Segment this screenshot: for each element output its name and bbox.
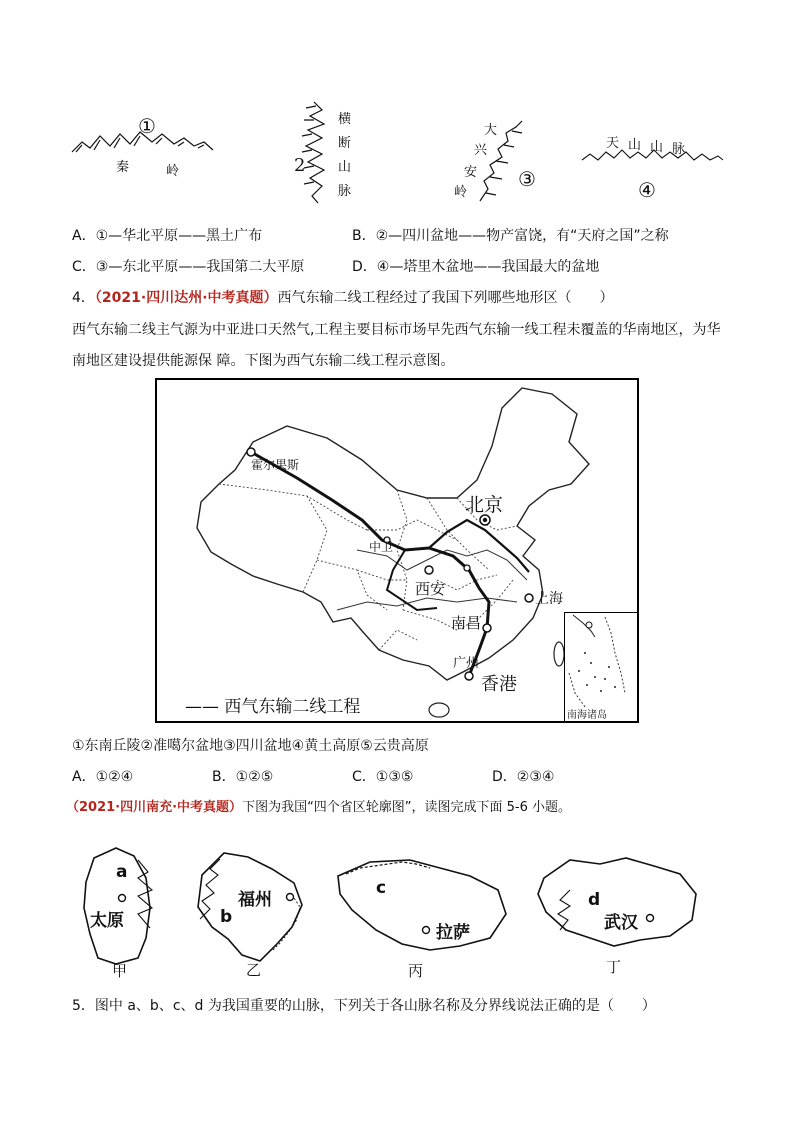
q4-option-c[interactable]: C．①③⑤	[352, 769, 414, 785]
city-label-guangzhou: 广州	[453, 656, 480, 671]
q56-intro	[66, 799, 571, 817]
question-source: （2021·四川南充·中考真题）	[66, 800, 243, 815]
city-label-beijing: 北京	[465, 494, 504, 516]
mountain-figure-1	[70, 112, 215, 187]
q3-option-c[interactable]: C．③—东北平原——我国第二大平原	[72, 259, 305, 275]
question-stem: 下图为我国“四个省区轮廓图”，读图完成下面 5-6 小题。	[242, 800, 572, 815]
mountain-label-char: 山	[338, 160, 352, 175]
q4-option-a[interactable]: A．①②④	[72, 769, 134, 785]
q3-option-b[interactable]: B．②—四川盆地——物产富饶，有“天府之国”之称	[352, 228, 669, 244]
city-label-shanghai: 上海	[535, 591, 563, 607]
mountain-label-char: 岭	[166, 164, 180, 179]
south-china-sea-inset	[564, 612, 637, 721]
city-label-zhongwei: 中卫	[369, 540, 394, 554]
q4-option-b[interactable]: B．①②⑤	[212, 769, 274, 785]
mountain-label-char: 大	[484, 123, 498, 138]
province-figure-yi	[176, 835, 316, 980]
mountain-label-char: 山	[650, 140, 664, 155]
q3-option-a[interactable]: A．①—华北平原——黑土广布	[72, 228, 263, 244]
province-name: 甲	[112, 962, 128, 980]
q3-option-d[interactable]: D．④—塔里木盆地——我国最大的盆地	[352, 259, 600, 275]
mountain-label-char: 断	[338, 136, 352, 151]
city-label-nanchang: 南昌	[451, 614, 482, 632]
map-legend: —— 西气东输二线工程	[185, 697, 361, 717]
province-name: 丙	[408, 962, 424, 980]
inset-label: 南海诸岛	[567, 710, 607, 721]
q4-paragraph-line-1: 西气东输二线主气源为中亚进口天然气,工程主要目标市场早先西气东输一线工程未覆盖的华南地区，为华	[72, 322, 721, 338]
question-number: 4．	[72, 290, 95, 306]
q4-option-d[interactable]: D．②③④	[492, 769, 555, 785]
mountain-label-char: 山	[628, 138, 642, 153]
province-city: 拉萨	[436, 923, 470, 943]
pipeline-map	[155, 378, 639, 723]
figure-number: 2	[294, 155, 306, 176]
mountain-label-char: 脉	[338, 184, 352, 199]
q4-items: ①东南丘陵②准噶尔盆地③四川盆地④黄土高原⑤云贵高原	[72, 738, 429, 754]
city-label-huoerguosi: 霍尔果斯	[251, 458, 300, 472]
mountain-letter: b	[220, 907, 233, 927]
q4-question	[72, 289, 614, 307]
mountain-figure-4	[580, 130, 725, 210]
mountain-figure-2	[292, 100, 362, 205]
province-city: 太原	[90, 911, 124, 931]
mountain-range-drawing	[292, 100, 362, 205]
province-figure-ding	[530, 850, 710, 980]
province-figure-jia	[76, 838, 176, 978]
city-label-xian: 西安	[415, 580, 446, 598]
mountain-letter: a	[116, 862, 128, 882]
mountain-label-char: 岭	[454, 185, 468, 200]
province-city: 武汉	[604, 913, 638, 933]
figure-number: ①	[138, 114, 156, 138]
question-source: （2021·四川达州·中考真题）	[94, 290, 278, 306]
mountain-label-char: 安	[464, 165, 478, 180]
province-city: 福州	[238, 890, 272, 910]
mountain-label-char: 脉	[672, 142, 686, 157]
mountain-label-char: 天	[606, 136, 620, 151]
mountain-figure-3	[450, 115, 550, 205]
mountain-label-char: 秦	[116, 160, 130, 175]
city-label-hongkong: 香港	[481, 674, 517, 695]
mountain-letter: d	[588, 890, 601, 910]
q4-paragraph-line-2: 南地区建设提供能源保 障。下图为西气东输二线工程示意图。	[72, 353, 455, 369]
province-name: 乙	[246, 961, 262, 979]
q5-question: 5．图中 a、b、c、d 为我国重要的山脉，下列关于各山脉名称及分界线说法正确的是（ ）	[72, 998, 656, 1014]
inset-islands-drawing	[565, 613, 637, 721]
mountain-label-char: 兴	[474, 143, 488, 158]
figure-number: ③	[518, 167, 536, 191]
province-figure-bing	[330, 850, 510, 980]
province-name: 丁	[606, 958, 622, 976]
figure-number: ④	[638, 178, 656, 202]
mountain-letter: c	[376, 878, 387, 898]
mountain-label-char: 横	[338, 112, 352, 127]
question-stem: 西气东输二线工程经过了我国下列哪些地形区（ ）	[277, 290, 614, 306]
